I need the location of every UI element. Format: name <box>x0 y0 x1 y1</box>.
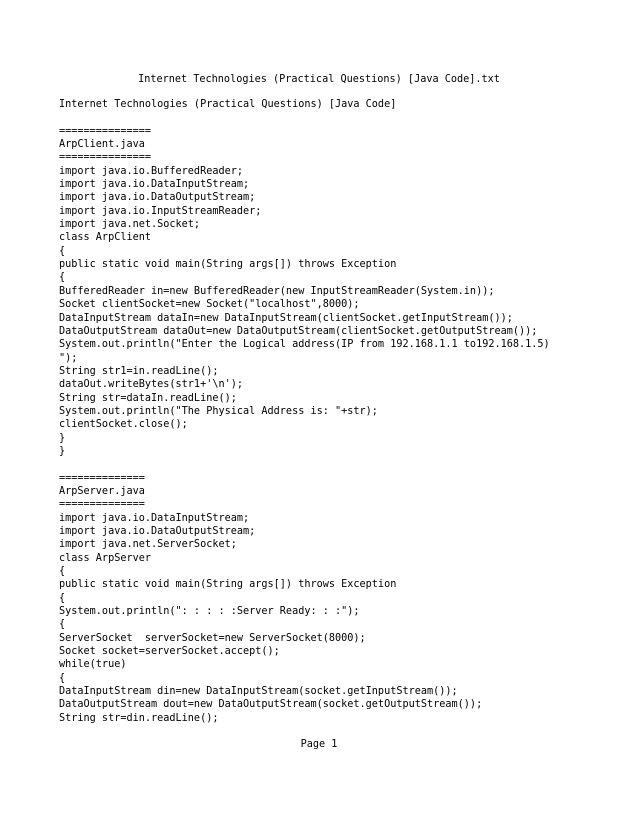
text-line: import java.io.BufferedReader; <box>59 165 244 177</box>
text-line: String str1=in.readLine(); <box>59 365 219 377</box>
text-line <box>59 111 629 124</box>
text-line: } <box>59 445 66 457</box>
text-line: import java.io.DataInputStream; <box>59 179 250 191</box>
text-line: =============== <box>59 152 152 164</box>
text-line: { <box>59 272 66 284</box>
text-line: { <box>59 566 66 578</box>
text-line: import java.net.Socket; <box>59 219 201 231</box>
text-line: DataInputStream din=new DataInputStream(socket.getInputStream()); <box>59 686 458 698</box>
text-line: Socket socket=serverSocket.accept(); <box>59 646 280 658</box>
text-line: } <box>59 432 66 444</box>
text-line: ArpServer.java <box>59 485 145 497</box>
text-line: DataOutputStream dout=new DataOutputStream(socket.getOutputStream()); <box>59 699 483 711</box>
text-line: { <box>59 245 66 257</box>
text-line: import java.io.DataOutputStream; <box>59 192 256 204</box>
text-line: ArpClient.java <box>59 139 145 151</box>
text-line: System.out.println("Enter the Logical address(IP from 192.168.1.1 to192.168.1.5) <box>59 339 550 351</box>
text-line: DataInputStream dataIn=new DataInputStream(clientSocket.getInputStream()); <box>59 312 513 324</box>
page-number: Page 1 <box>300 739 338 750</box>
text-line: while(true) <box>59 659 127 671</box>
text-line: import java.io.InputStreamReader; <box>59 205 262 217</box>
text-line: clientSocket.close(); <box>59 419 188 431</box>
text-line: DataOutputStream dataOut=new DataOutputStream(clientSocket.getOutputStream()); <box>59 325 538 337</box>
text-line: Socket clientSocket=new Socket("localhost",8000); <box>59 299 360 311</box>
text-line: import java.io.DataInputStream; <box>59 512 250 524</box>
text-line: public static void main(String args[]) throws Exception <box>59 259 397 271</box>
text-line: "); <box>59 352 78 364</box>
text-line: Internet Technologies (Practical Questions) [Java Code] <box>59 99 397 110</box>
text-line: ============== <box>59 472 145 484</box>
text-line: class ArpClient <box>59 232 152 244</box>
document-body <box>59 98 629 725</box>
text-line <box>59 458 629 471</box>
text-line: import java.net.ServerSocket; <box>59 539 237 551</box>
text-line: String str=din.readLine(); <box>59 712 219 724</box>
document-title: Internet Technologies (Practical Questions) [Java Code].txt <box>138 74 500 85</box>
text-line: ServerSocket serverSocket=new ServerSocket(8000); <box>59 632 366 644</box>
text-line: class ArpServer <box>59 552 152 564</box>
text-line: { <box>59 672 66 684</box>
text-line: public static void main(String args[]) throws Exception <box>59 579 397 591</box>
text-line: String str=dataIn.readLine(); <box>59 392 237 404</box>
text-line: import java.io.DataOutputStream; <box>59 526 256 537</box>
text-line: ============== <box>59 499 145 511</box>
text-line: =============== <box>59 125 152 137</box>
text-line: System.out.println("The Physical Address is: "+str); <box>59 405 378 417</box>
text-line: System.out.println(": : : : :Server Ready: : :"); <box>59 606 360 618</box>
text-line: { <box>59 592 66 604</box>
text-line: dataOut.writeBytes(str1+'\n'); <box>59 379 244 391</box>
text-line: { <box>59 619 66 631</box>
text-line: BufferedReader in=new BufferedReader(new InputStreamReader(System.in)); <box>59 285 495 297</box>
